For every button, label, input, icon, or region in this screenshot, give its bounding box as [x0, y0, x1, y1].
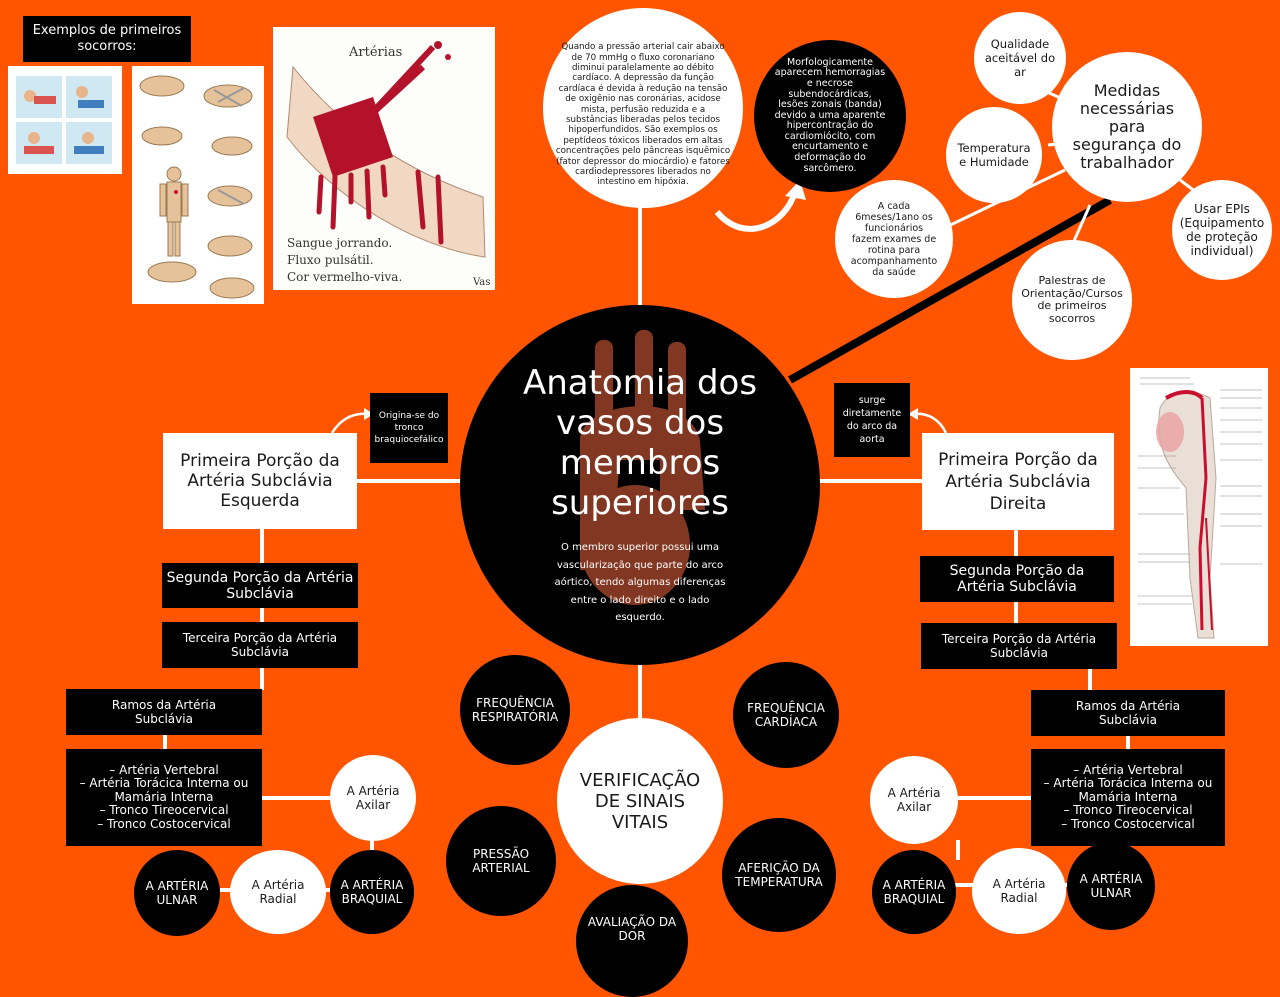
left-braquial-text: A ARTÉRIA BRAQUIAL [340, 878, 404, 906]
right-braquial-bubble [872, 850, 956, 934]
morphology-text: Morfologicamente aparecem hemorragias e necrose subendocárdicas, lesões zonais (banda) devido a uma aparente hipercontração do cardiomiócito, com encurtamento e deformação do sarcômero. [774, 56, 886, 174]
left-third-portion: Terceira Porção da Artéria Subclávia [162, 622, 358, 668]
vital-cardiac-text: FREQUÊNCIA CARDÍACA [747, 701, 825, 729]
safety-epi-bubble [1172, 180, 1272, 280]
vital-pressure-text: PRESSÃO ARTERIAL [472, 847, 530, 875]
right-second-portion: Segunda Porção da Artéria Subclávia [920, 556, 1114, 602]
right-first-portion: Primeira Porção da Artéria Subclávia Direita [922, 433, 1114, 530]
vital-center-text: VERIFICAÇÃO DE SINAIS VITAIS [579, 769, 701, 833]
center-description: O membro superior possui uma vascularização que parte do arco aórtico, tendo algumas diferenças entre o lado direito e o lado esquerdo. [554, 542, 726, 623]
right-braquial-text: A ARTÉRIA BRAQUIAL [882, 878, 946, 906]
left-radial-text: A Artéria Radial [251, 878, 305, 906]
bandage-illustration [132, 66, 264, 304]
arm-arteries-figure [1130, 368, 1268, 646]
left-origin-note: Origina-se do tronco braquiocefálico [370, 393, 448, 463]
right-radial-bubble [972, 848, 1066, 934]
safety-exams-bubble [835, 180, 953, 298]
arteries-illustration [273, 27, 495, 290]
right-branches-title: Ramos da Artéria Subclávia [1031, 690, 1225, 736]
left-branches-title: Ramos da Artéria Subclávia [66, 689, 262, 735]
safety-air-text: Qualidade aceitável do ar [984, 37, 1056, 79]
left-axilar-text: A Artéria Axilar [346, 784, 400, 812]
pressure-bubble [543, 8, 743, 208]
right-axilar-text: A Artéria Axilar [887, 786, 941, 814]
vital-pressure-bubble [446, 806, 556, 916]
vital-pain-text: AVALIAÇÃO DA DOR [587, 915, 677, 943]
safety-air-bubble [974, 12, 1066, 104]
right-ulnar-text: A ARTÉRIA ULNAR [1079, 872, 1143, 900]
left-branches-list: – Artéria Vertebral – Artéria Torácica Interna ou Mamária Interna – Tronco Tireocervical – Tronco Costocervical [66, 749, 262, 846]
left-first-portion: Primeira Porção da Artéria Subclávia Esquerda [163, 433, 357, 529]
vital-pain-bubble [576, 885, 688, 997]
right-axilar-bubble [870, 756, 958, 844]
vital-respiratory-bubble [460, 655, 570, 765]
morphology-bubble [754, 40, 906, 192]
left-ulnar-bubble [134, 850, 220, 936]
safety-temperature-text: Temperatura e Humidade [957, 141, 1031, 169]
vital-cardiac-bubble [733, 662, 839, 768]
left-radial-bubble [230, 850, 326, 934]
safety-exams-text: A cada 6meses/1ano os funcionários fazem exames de rotina para acompanhamento da saúde [850, 200, 938, 278]
vital-temperature-bubble [722, 818, 836, 932]
safety-epi-text: Usar EPIs (Equipamento de proteção individual) [1179, 202, 1265, 258]
right-branches-list: – Artéria Vertebral – Artéria Torácica Interna ou Mamária Interna – Tronco Tireocervical – Tronco Costocervical [1031, 749, 1225, 846]
center-title: Anatomia dos vasos dos membros superiores [522, 363, 758, 523]
vital-temperature-text: AFERIÇÃO DA TEMPERATURA [735, 861, 823, 889]
safety-center-text: Medidas necessárias para segurança do trabalhador [1072, 81, 1182, 172]
arteries-title: Artérias [349, 45, 403, 60]
right-third-portion: Terceira Porção da Artéria Subclávia [921, 623, 1117, 669]
safety-center-bubble [1052, 52, 1202, 202]
vital-respiratory-text: FREQUÊNCIA RESPIRATÓRIA [471, 696, 559, 724]
right-radial-text: A Artéria Radial [992, 877, 1046, 905]
arteries-caption: Sangue jorrando. Fluxo pulsátil. Cor vermelho-viva. [287, 236, 403, 284]
left-ulnar-text: A ARTÉRIA ULNAR [145, 879, 209, 907]
first-aid-label: Exemplos de primeiros socorros: [23, 16, 191, 62]
center-bubble [460, 305, 820, 665]
left-braquial-bubble [330, 850, 414, 934]
safety-lectures-text: Palestras de Orientação/Cursos de primeiros socorros [1021, 274, 1123, 325]
vital-center-bubble [557, 718, 723, 884]
arteries-signature: Vas [473, 277, 491, 288]
right-ulnar-bubble [1067, 842, 1155, 930]
left-axilar-bubble [330, 755, 416, 841]
left-second-portion: Segunda Porção da Artéria Subclávia [162, 563, 358, 608]
cpr-illustration [8, 66, 122, 174]
right-origin-note: surge diretamente do arco da aorta [834, 383, 910, 457]
safety-temperature-bubble [946, 107, 1042, 203]
safety-lectures-bubble [1012, 240, 1132, 360]
pressure-text: Quando a pressão arterial cair abaixo de 70 mmHg o fluxo coronariano diminui paralelamente ao débito cardíaco. A depressão da função cardíaca é devida à redução na tensão de oxigênio nas coronárias, acidose mista, perfusão reduzida e a substâncias liberadas pelos tecidos hipoperfundidos. São exemplos os peptídeos tóxicos liberados em altas concentrações pelo pâncreas isquêmico (fator depressor do miocárdio) e fatores cardiodepressores liberados no intestino em hipóxia. [555, 42, 731, 188]
